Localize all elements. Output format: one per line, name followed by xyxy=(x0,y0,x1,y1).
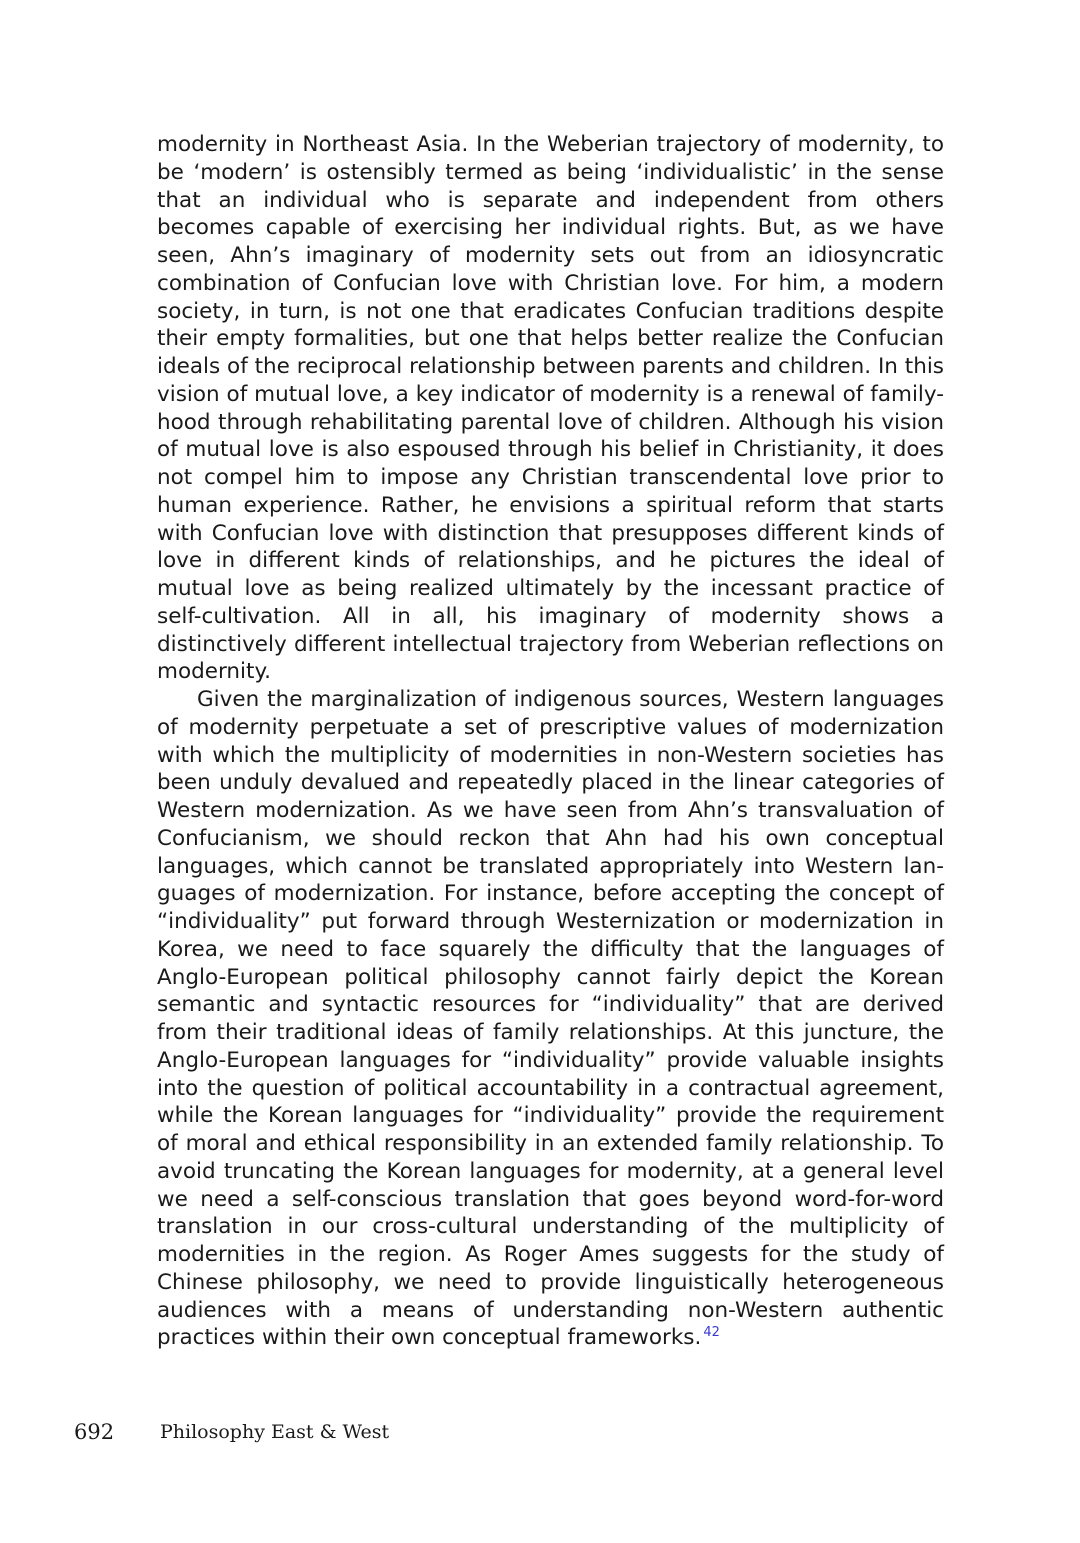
paragraph-2-text: Given the marginalization of indigenous sources, Western languages of modernity perpetuate a set of prescriptive values of modernization with which the multiplicity of modernities in non-Western societies has been unduly devalued and repeatedly placed in the linear categories of Western modernization. As we have seen from Ahn’s transvaluation of Confucianism, we should reckon that Ahn had his own conceptual languages, which cannot be translated appropriately into Western languages of modernization. For instance, before accepting the concept of “individuality” put forward through Westernization or modernization in Korea, we need to face squarely the difficulty that the languages of Anglo-European political philosophy cannot fairly depict the Korean semantic and syntactic resources for “individuality” that are derived from their traditional ideas of family relationships. At this juncture, the Anglo-European languages for “individuality” provide valuable insights into the question of political accountability in a contractual agreement, while the Korean languages for “individuality” provide the requirement of moral and ethical responsibility in an extended family relationship. To avoid truncating the Korean languages for modernity, at a general level we need a self-conscious translation that goes beyond word-for-word translation in our cross-cultural understanding of the multiplicity of modernities in the region. As Roger Ames suggests for the study of Chinese philosophy, we need to provide linguistically heterogeneous audiences with a means of understanding non-Western authentic practices within their own conceptual frameworks. xyxy=(157,687,944,1351)
journal-title: Philosophy East & West xyxy=(160,1421,390,1443)
paragraph-1 xyxy=(157,131,944,686)
footnote-reference-link[interactable]: 42 xyxy=(703,1325,720,1341)
page-footer xyxy=(0,1420,1080,1450)
page-number: 692 xyxy=(74,1420,115,1444)
paragraph-2 xyxy=(157,686,944,1352)
paragraph-1-text: modernity in Northeast Asia. In the Weberian trajectory of modernity, to be ‘modern’ is ostensibly termed as being ‘individualistic’ in the sense that an individual who is separate and independent from others becomes capable of exercising her individual rights. But, as we have seen, Ahn’s imaginary of modernity sets out from an idiosyncratic combination of Confucian love with Christian love. For him, a modern society, in turn, is not one that eradicates Confucian traditions despite their empty formalities, but one that helps better realize the Confucian ideals of the reciprocal relationship between parents and children. In this vision of mutual love, a key indicator of modernity is a renewal of family-hood through rehabilitating parental love of children. Although his vision of mutual love is also espoused through his belief in Christianity, it does not compel him to impose any Christian transcendental love prior to human experience. Rather, he envisions a spiritual reform that starts with Confucian love with distinction that presupposes different kinds of love in different kinds of relationships, and he pictures the ideal of mutual love as being realized ultimately by the incessant practice of self-cultivation. All in all, his imaginary of modernity shows a distinctively different intellectual trajectory from Weberian reflections on modernity. xyxy=(157,132,944,685)
body-text xyxy=(157,131,944,1352)
